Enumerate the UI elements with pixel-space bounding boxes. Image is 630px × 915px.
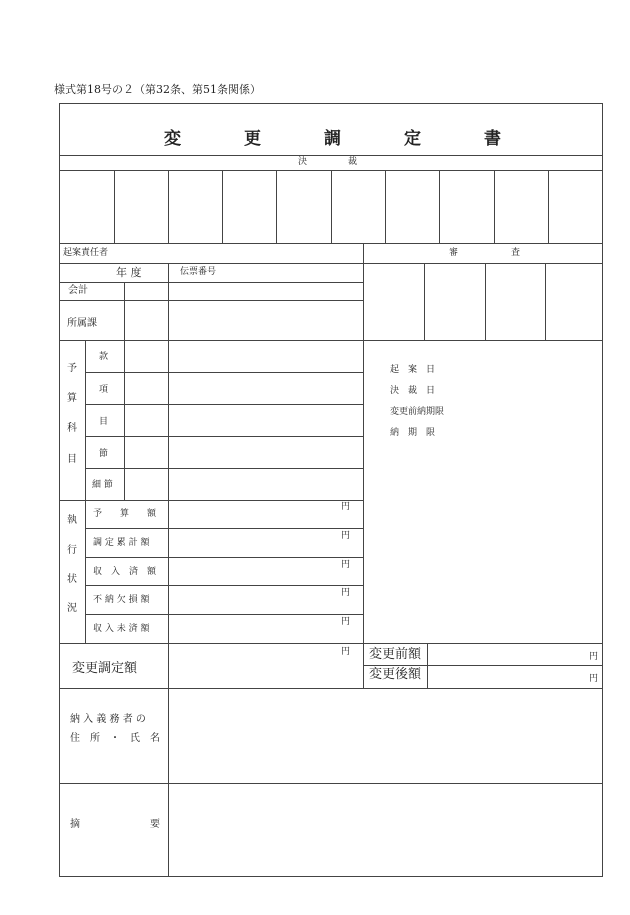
shozokuka-label: 所属課 — [67, 318, 97, 329]
col-divider — [124, 340, 125, 500]
shinsa-box-divider — [545, 263, 546, 340]
shinsa-box-divider — [485, 263, 486, 340]
shinsa-label-1: 審 — [449, 248, 459, 258]
yosan-kamoku-vertical-1: 予 — [67, 363, 77, 374]
col-divider — [168, 340, 169, 688]
kamoku-kan: 款 — [99, 352, 109, 362]
col-divider — [168, 688, 169, 877]
yosan-kamoku-vertical-3: 科 — [67, 423, 77, 434]
divider — [59, 500, 363, 501]
kessai-label-2: 裁 — [348, 157, 358, 167]
stamp-divider — [114, 170, 115, 243]
divider — [59, 282, 363, 283]
stamp-divider — [222, 170, 223, 243]
col-divider — [168, 263, 169, 340]
shikko-vertical-3: 状 — [67, 574, 77, 585]
divider — [85, 404, 363, 405]
yen-unit: 円 — [341, 560, 351, 570]
henko-chotei-gaku-label: 変更調定額 — [72, 661, 138, 676]
divider — [85, 614, 363, 615]
stamp-divider — [548, 170, 549, 243]
yen-unit: 円 — [341, 617, 351, 627]
shinsa-label-2: 査 — [511, 248, 521, 258]
divider — [85, 557, 363, 558]
divider — [363, 665, 603, 666]
form-number-header: 様式第18号の２（第32条、第51条関係） — [54, 83, 261, 96]
stamp-divider — [331, 170, 332, 243]
stamp-divider — [494, 170, 495, 243]
nonyu-gimusha-line2: 住 所 ・ 氏 名 — [70, 733, 160, 744]
stamp-divider — [439, 170, 440, 243]
divider — [85, 436, 363, 437]
stamp-divider — [168, 170, 169, 243]
yen-unit: 円 — [589, 674, 599, 684]
kamoku-kou: 項 — [99, 385, 109, 395]
kamoku-moku: 目 — [99, 417, 109, 427]
col-divider — [124, 282, 125, 340]
tekiyo-label-2: 要 — [150, 819, 160, 830]
date-kessai: 決 裁 日 — [390, 386, 436, 396]
kessai-label-1: 決 — [298, 157, 308, 167]
nendo-label: 年 度 — [116, 266, 142, 279]
shikko-vertical-2: 行 — [67, 545, 77, 556]
date-nouki: 納 期 限 — [390, 428, 436, 438]
divider — [59, 155, 603, 156]
yen-unit: 円 — [341, 588, 351, 598]
yosan-kamoku-vertical-2: 算 — [67, 393, 77, 404]
tekiyo-label-1: 摘 — [70, 819, 80, 830]
center-divider — [363, 243, 364, 688]
stamp-divider — [276, 170, 277, 243]
shinsa-box-divider — [424, 263, 425, 340]
title-char-2: 更 — [244, 129, 261, 149]
divider — [59, 643, 603, 644]
henko-mae-gaku-label: 変更前額 — [369, 647, 422, 662]
divider — [85, 528, 363, 529]
kaikei-label: 会計 — [68, 285, 88, 296]
shikko-shunyu-misai: 収 入 未 済 額 — [93, 624, 150, 634]
divider — [59, 263, 603, 264]
divider — [85, 585, 363, 586]
yen-unit: 円 — [341, 502, 351, 512]
divider — [59, 300, 363, 301]
shikko-shunyu-zumi: 収 入 済 額 — [93, 567, 157, 577]
shikko-vertical-4: 況 — [67, 603, 77, 614]
col-divider — [85, 340, 86, 643]
divider — [85, 468, 363, 469]
title-char-4: 定 — [404, 129, 421, 149]
kamoku-saisetsu: 細 節 — [92, 480, 113, 490]
date-kian: 起 案 日 — [390, 365, 436, 375]
nonyu-gimusha-line1: 納 入 義 務 者 の — [70, 714, 146, 725]
kian-sekininsha-label: 起案責任者 — [63, 248, 109, 258]
stamp-divider — [385, 170, 386, 243]
kamoku-setsu: 節 — [99, 449, 109, 459]
col-divider — [427, 643, 428, 688]
divider — [85, 372, 363, 373]
yen-unit: 円 — [341, 531, 351, 541]
shikko-vertical-1: 執 — [67, 515, 77, 526]
divider — [59, 243, 603, 244]
shikko-chotei-ruikei: 調 定 累 計 額 — [93, 538, 150, 548]
title-char-3: 調 — [324, 129, 341, 149]
yen-unit: 円 — [341, 647, 351, 657]
yen-unit: 円 — [589, 652, 599, 662]
divider — [59, 688, 603, 689]
divider — [59, 783, 603, 784]
henko-go-gaku-label: 変更後額 — [369, 667, 422, 682]
divider — [59, 340, 603, 341]
title-char-1: 変 — [164, 129, 181, 149]
denpyo-bango-label: 伝票番号 — [180, 267, 217, 277]
shikko-fuuno-kesson: 不 納 欠 損 額 — [93, 595, 150, 605]
title-char-5: 書 — [484, 129, 501, 149]
date-henkomae-nouki: 変更前納期限 — [390, 407, 445, 417]
yosan-kamoku-vertical-4: 目 — [67, 454, 77, 465]
shikko-yosangaku: 予 算 額 — [93, 509, 157, 519]
